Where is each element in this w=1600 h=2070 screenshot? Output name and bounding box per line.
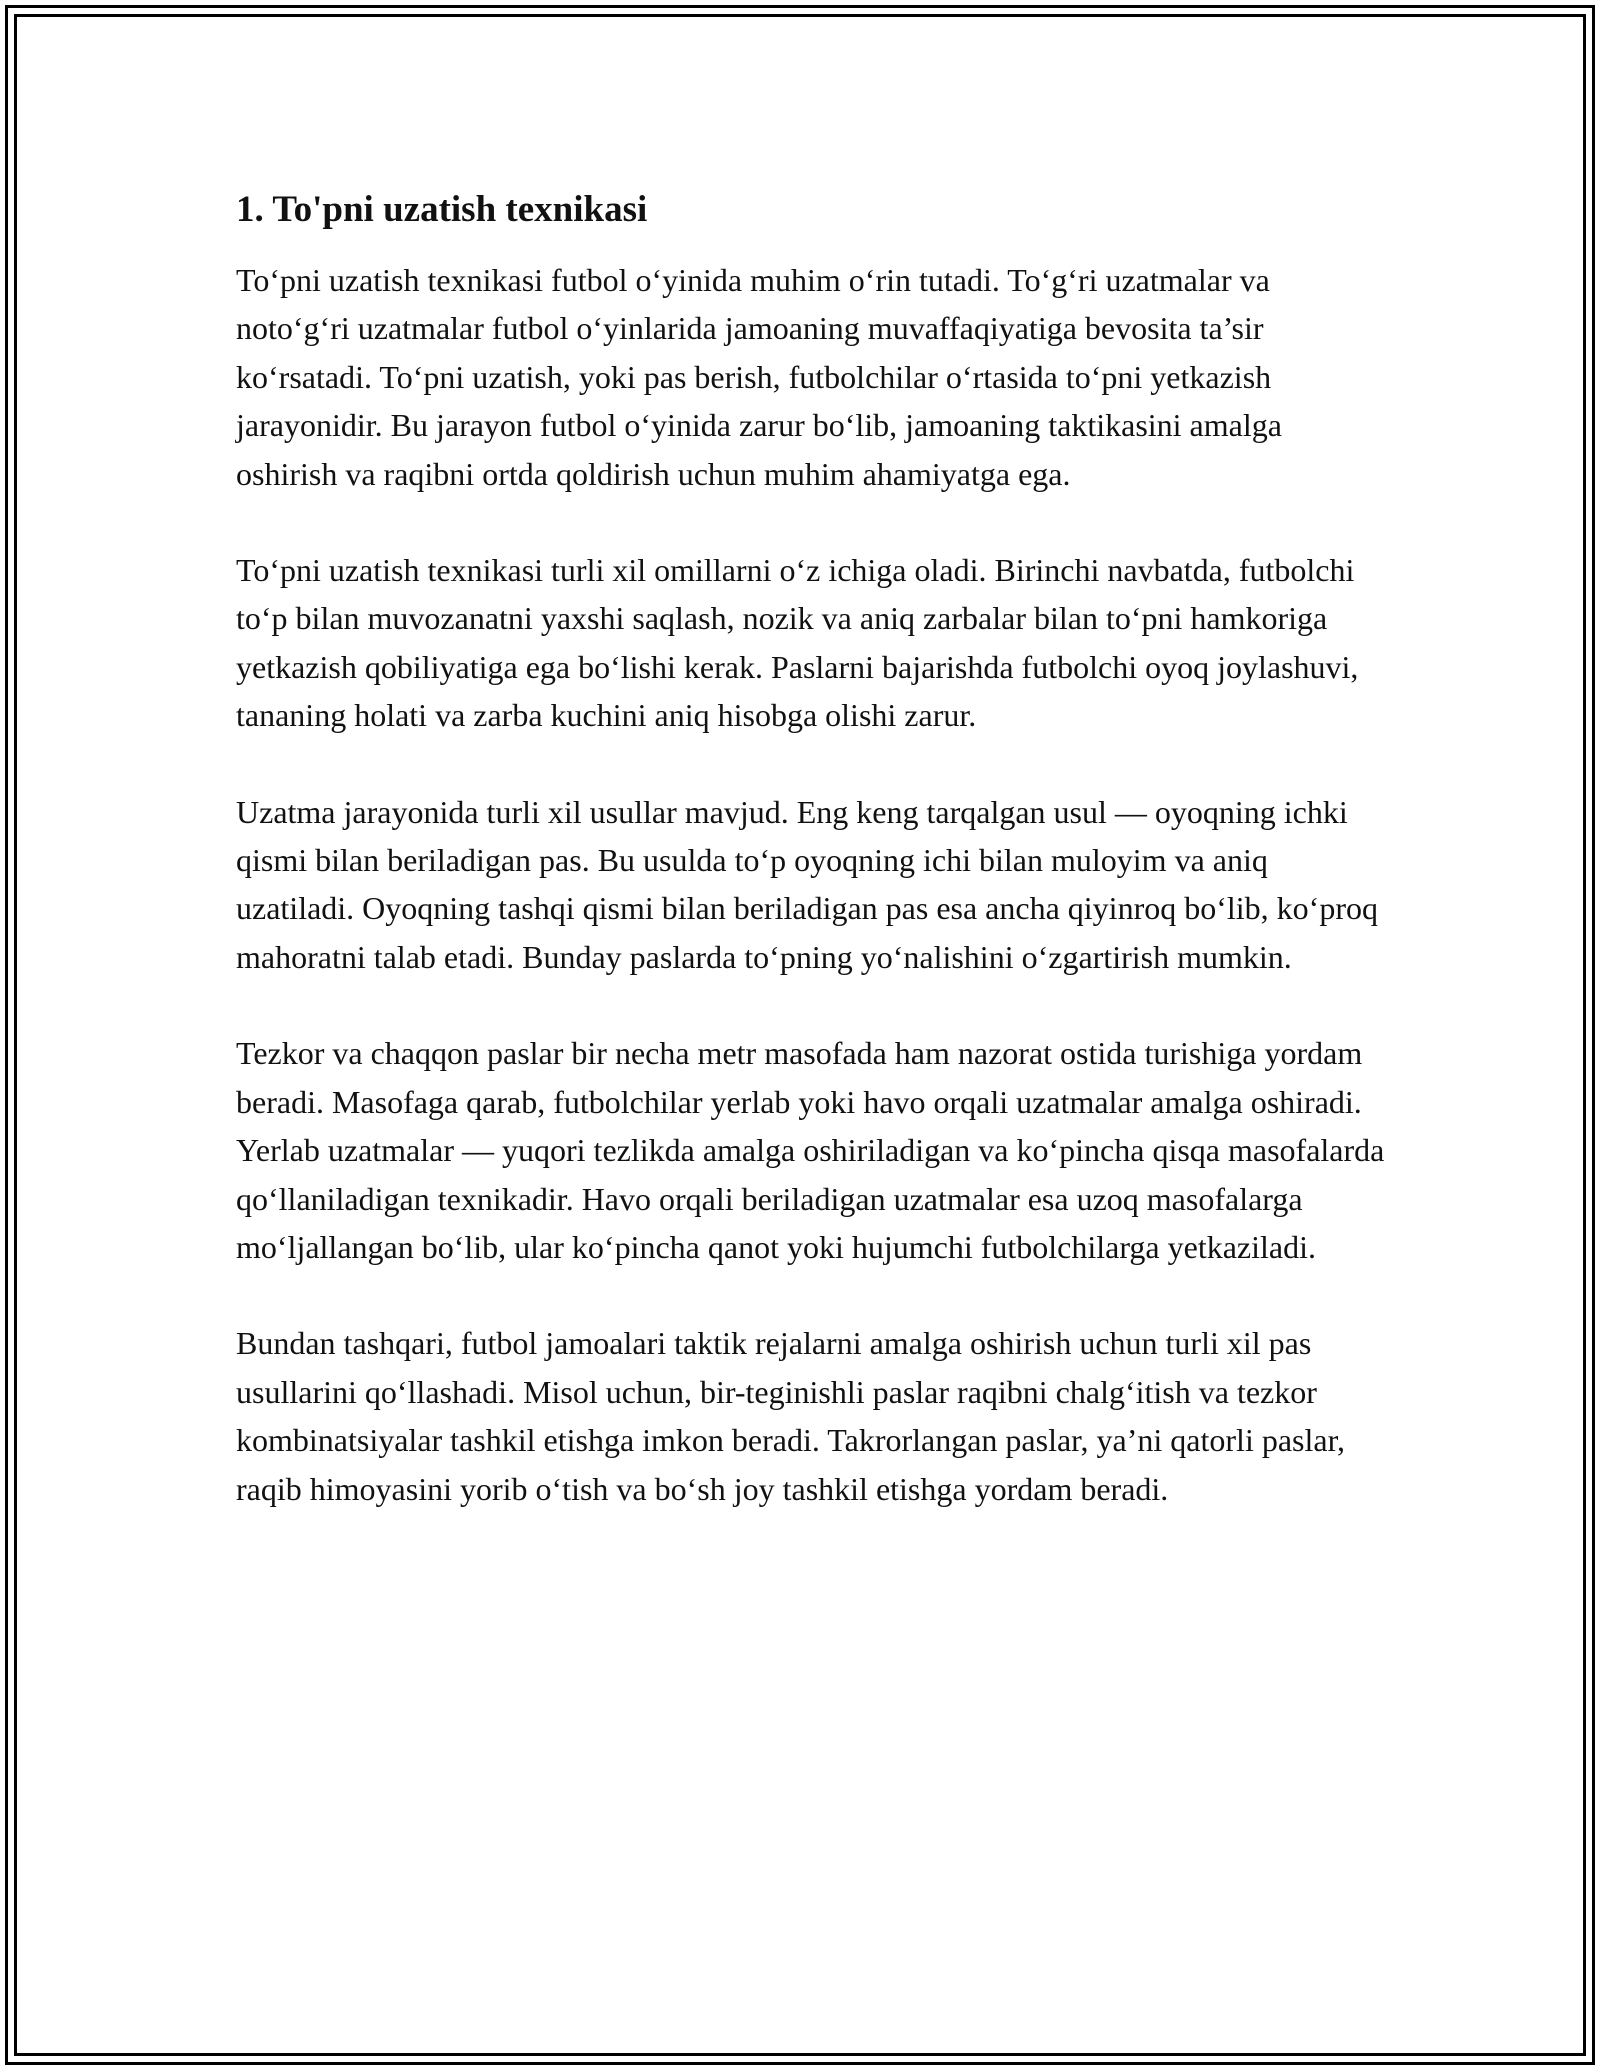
document-body bbox=[236, 186, 1386, 1561]
paragraph-2: To‘pni uzatish texnikasi turli xil omillarni o‘z ichiga oladi. Birinchi navbatda, futbolchi to‘p bilan muvozanatni yaxshi saqlash, nozik va aniq zarbalar bilan to‘pni hamkoriga yetkazish qobiliyatiga ega bo‘lishi kerak. Paslarni bajarishda futbolchi oyoq joylashuvi, tananing holati va zarba kuchini aniq hisobga olishi zarur. bbox=[236, 552, 1359, 734]
paragraph-1: To‘pni uzatish texnikasi futbol o‘yinida muhim o‘rin tutadi. To‘g‘ri uzatmalar va noto‘g‘ri uzatmalar futbol o‘yinlarida jamoaning muvaffaqiyatiga bevosita ta’sir ko‘rsatadi. To‘pni uzatish, yoki pas berish, futbolchilar o‘rtasida to‘pni yetkazish jarayonidir. Bu jarayon futbol o‘yinida zarur bo‘lib, jamoaning taktikasini amalga oshirish va raqibni ortda qoldirish uchun muhim ahamiyatga ega. bbox=[236, 262, 1282, 492]
paragraph-3: Uzatma jarayonida turli xil usullar mavjud. Eng keng tarqalgan usul — oyoqning ichki qismi bilan beriladigan pas. Bu usulda to‘p oyoqning ichi bilan muloyim va aniq uzatiladi. Oyoqning tashqi qismi bilan beriladigan pas esa ancha qiyinroq bo‘lib, ko‘proq mahoratni talab etadi. Bunday paslarda to‘pning yo‘nalishini o‘zgartirish mumkin. bbox=[236, 793, 1378, 975]
paragraph-5: Bundan tashqari, futbol jamoalari taktik rejalarni amalga oshirish uchun turli xil pas usullarini qo‘llashadi. Misol uchun, bir-teginishli paslar raqibni chalg‘itish va tezkor kombinatsiyalar tashkil etishga imkon beradi. Takrorlangan paslar, ya’ni qatorli paslar, raqib himoyasini yorib o‘tish va bo‘sh joy tashkil etishga yordam beradi. bbox=[236, 1325, 1345, 1507]
paragraph-4: Tezkor va chaqqon paslar bir necha metr masofada ham nazorat ostida turishiga yordam beradi. Masofaga qarab, futbolchilar yerlab yoki havo orqali uzatmalar amalga oshiradi. Yerlab uzatmalar — yuqori tezlikda amalga oshiriladigan va ko‘pincha qisqa masofalarda qo‘llaniladigan texnikadir. Havo orqali beriladigan uzatmalar esa uzoq masofalarga mo‘ljallangan bo‘lib, ular ko‘pincha qanot yoki hujumchi futbolchilarga yetkaziladi. bbox=[236, 1035, 1385, 1265]
section-title: 1. To'pni uzatish texnikasi bbox=[236, 189, 648, 230]
